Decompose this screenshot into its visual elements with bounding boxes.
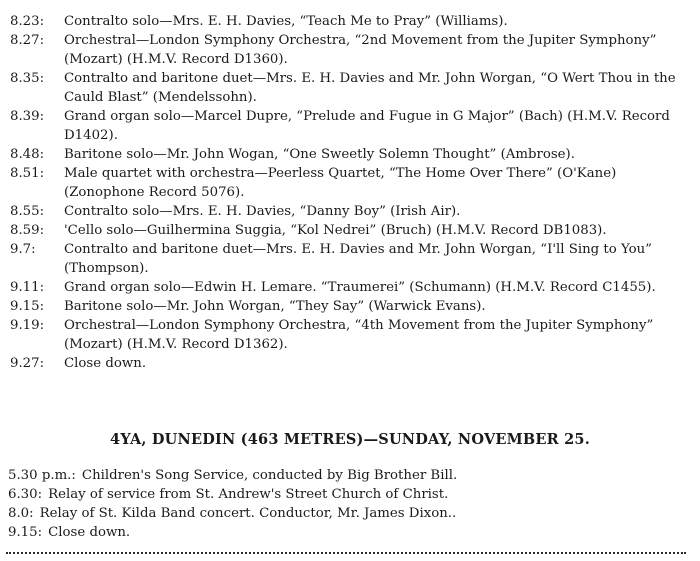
- entry-time: 8.39:: [10, 109, 45, 124]
- program-entry: [8, 354, 688, 373]
- entry-text: Orchestral—London Symphony Orchestra, “4th Movement from the Jupiter Symphony” (Mozart) (H.M.V. Record D1362).: [64, 318, 654, 352]
- entry-text: Baritone solo—Mr. John Worgan, “They Say” (Warwick Evans).: [64, 299, 486, 314]
- entry-text: Male quartet with orchestra—Peerless Quartet, “The Home Over There” (O'Kane) (Zonophone Record 5076).: [64, 166, 617, 200]
- entry-time: 9.27:: [10, 356, 45, 371]
- program-entry: [8, 297, 688, 316]
- entry-text: Relay of service from St. Andrew's Street Church of Christ.: [48, 487, 449, 502]
- program-entry: [8, 202, 688, 221]
- entry-text: Contralto solo—Mrs. E. H. Davies, “Teach Me to Pray” (Williams).: [64, 14, 508, 29]
- entry-text: Grand organ solo—Edwin H. Lemare. “Traumerei” (Schumann) (H.M.V. Record C1455).: [64, 280, 656, 295]
- entry-text: Baritone solo—Mr. John Wogan, “One Sweetly Solemn Thought” (Ambrose).: [64, 147, 575, 162]
- entry-time: 9.15:: [8, 525, 43, 540]
- entry-text: Contralto and baritone duet—Mrs. E. H. Davies and Mr. John Worgan, “O Wert Thou in the Cauld Blast” (Mendelssohn).: [64, 71, 676, 105]
- entry-time: 8.27:: [10, 33, 45, 48]
- entry-time: 8.51:: [10, 166, 45, 181]
- entry-text: Contralto solo—Mrs. E. H. Davies, “Danny Boy” (Irish Air).: [64, 204, 461, 219]
- program-entry: [6, 504, 686, 523]
- entry-time: 8.35:: [10, 71, 45, 86]
- program-entry: [8, 145, 688, 164]
- entry-text: Grand organ solo—Marcel Dupre, “Prelude and Fugue in G Major” (Bach) (H.M.V. Record D1402).: [64, 109, 670, 143]
- entry-time: 8.0:: [8, 506, 34, 521]
- entry-time: 8.55:: [10, 204, 45, 219]
- entry-time: 9.11:: [10, 280, 45, 295]
- entry-text: Contralto and baritone duet—Mrs. E. H. Davies and Mr. John Worgan, “I'll Sing to You” (Thompson).: [64, 242, 652, 276]
- entry-time: 9.15:: [10, 299, 45, 314]
- dotted-divider: [6, 552, 686, 554]
- program-entry: [8, 107, 688, 145]
- entry-text: Close down.: [64, 356, 147, 371]
- program-entry: [6, 523, 686, 542]
- program-entry: [8, 12, 688, 31]
- program-list-sunday: [6, 466, 686, 542]
- program-entry: [6, 485, 686, 504]
- entry-time: 5.30 p.m.:: [8, 468, 76, 483]
- program-entry: [8, 221, 688, 240]
- program-entry: [8, 316, 688, 354]
- station-heading: 4YA, DUNEDIN (463 METRES)—SUNDAY, NOVEMBER 25.: [110, 431, 590, 448]
- program-entry: [8, 164, 688, 202]
- entry-time: 9.7:: [10, 242, 36, 257]
- program-entry: [8, 31, 688, 69]
- entry-time: 8.48:: [10, 147, 45, 162]
- entry-time: 8.59:: [10, 223, 45, 238]
- entry-text: Orchestral—London Symphony Orchestra, “2nd Movement from the Jupiter Symphony” (Mozart) (H.M.V. Record D1360).: [64, 33, 657, 67]
- program-entry: [8, 69, 688, 107]
- program-entry: [8, 240, 688, 278]
- entry-text: Relay of St. Kilda Band concert. Conductor, Mr. James Dixon..: [39, 506, 457, 521]
- entry-text: Close down.: [48, 525, 131, 540]
- entry-time: 9.19:: [10, 318, 45, 333]
- program-entry: [6, 466, 686, 485]
- entry-text: 'Cello solo—Guilhermina Suggia, “Kol Nedrei” (Bruch) (H.M.V. Record DB1083).: [64, 223, 607, 238]
- program-list-evening: [8, 12, 688, 373]
- program-entry: [8, 278, 688, 297]
- entry-time: 8.23:: [10, 14, 45, 29]
- entry-time: 6.30:: [8, 487, 43, 502]
- entry-text: Children's Song Service, conducted by Big Brother Bill.: [81, 468, 458, 483]
